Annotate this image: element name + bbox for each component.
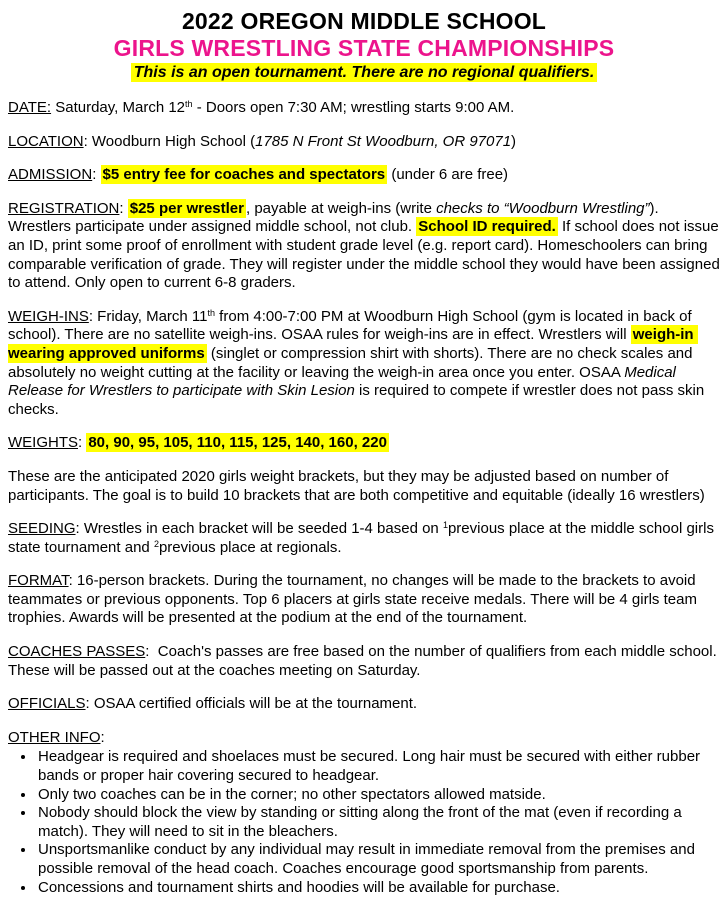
tagline-highlight: This is an open tournament. There are no regional qualifiers. <box>131 63 598 82</box>
text-run: These are the anticipated 2020 girls weight brackets, but they may be adjusted based on number of participants. The goal is to build 10 brackets that are both competitive and equitable (ideally 16 wrestlers) <box>8 467 705 504</box>
para-date <box>8 99 720 118</box>
para-location <box>8 133 720 152</box>
text-run: : <box>100 728 105 746</box>
list-item: • Only two coaches can be in the corner; no other spectators allowed matside. <box>36 786 720 805</box>
text-run: DATE: <box>8 99 52 116</box>
text-run: previous place at the middle school girls state tournament and <box>8 520 719 556</box>
text-run: : Woodburn High School ( <box>83 132 256 150</box>
para-admission <box>8 166 720 185</box>
text-run: FORMAT <box>8 572 69 590</box>
text-run: checks to “Woodburn Wrestling” <box>436 199 650 217</box>
text-run: : Coach's passes are free based on the number of qualifiers from each middle school. These will be passed out at the coaches meeting on Saturday. <box>8 643 721 679</box>
text-run: COACHES PASSES <box>8 643 146 661</box>
text-run: (under 6 are free) <box>387 166 509 184</box>
text-run: $5 entry fee for coaches and spectators <box>102 166 386 184</box>
text-run: , payable at weigh-ins (write <box>246 199 437 217</box>
para-seeding <box>8 520 720 557</box>
para-registration <box>8 199 724 293</box>
text-run: REGISTRATION <box>8 199 120 217</box>
para-other-info-heading <box>8 729 720 748</box>
para-coaches-passes <box>8 643 720 680</box>
text-run: Saturday, March 12 <box>51 99 186 116</box>
text-run: : <box>92 166 101 184</box>
text-run: OTHER INFO <box>8 728 101 746</box>
list-item: • Concessions and tournament shirts and hoodies will be available for purchase. <box>36 879 720 898</box>
text-run: 80, 90, 95, 105, 110, 115, 125, 140, 160, 220 <box>88 434 387 452</box>
text-run: ). Wrestlers participate under assigned middle school, not club. <box>8 199 663 236</box>
text-run: 2 <box>153 538 159 549</box>
text-run: 1785 N Front St Woodburn, OR 97071 <box>255 132 512 150</box>
page-subtitle: GIRLS WRESTLING STATE CHAMPIONSHIPS <box>113 35 615 61</box>
text-run: WEIGHTS <box>8 434 78 452</box>
text-run: $25 per wrestler <box>129 199 244 217</box>
text-run: Medical Release for Wrestlers to participate with Skin Lesion <box>8 363 681 400</box>
text-run: WEIGH-INS <box>8 307 89 325</box>
tagline-row <box>8 63 720 83</box>
para-format <box>8 572 720 628</box>
list-item: • Unsportsmanlike conduct by any individual may result in immediate removal from the premises and possible removal of the head coach. Coaches encourage good sportsmanship from parents. <box>36 841 720 878</box>
text-run: - Doors open 7:30 AM; wrestling starts 9:00 AM. <box>192 99 515 116</box>
text-run: weigh-in wearing approved uniforms <box>8 326 698 362</box>
text-run: (singlet or compression shirt with shorts). There are no check scales and absolutely no weight cutting at the facility or leaving the weigh-in area once you enter. OSAA <box>8 344 697 381</box>
para-weights <box>8 434 720 453</box>
text-run: : <box>119 199 128 217</box>
other-info-list <box>8 748 720 897</box>
text-run: th <box>185 99 193 109</box>
para-weights-note <box>8 468 720 505</box>
text-run: : Wrestles in each bracket will be seeded 1-4 based on <box>75 520 443 538</box>
text-run: ) <box>511 132 517 150</box>
text-run: 1 <box>442 520 448 531</box>
text-run: OFFICIALS <box>8 695 86 713</box>
para-weigh-ins <box>8 308 720 420</box>
text-run: is required to compete if wrestler does not pass skin checks. <box>8 382 709 418</box>
text-run: : <box>78 434 87 452</box>
text-run: SEEDING <box>8 520 76 538</box>
text-run: LOCATION <box>8 132 84 150</box>
para-officials <box>8 695 720 714</box>
list-item: • Headgear is required and shoelaces must be secured. Long hair must be secured with either rubber bands or proper hair covering secured to headgear. <box>36 748 720 785</box>
text-run: ADMISSION <box>8 166 93 184</box>
text-run: : OSAA certified officials will be at the tournament. <box>85 695 418 713</box>
text-run: th <box>207 307 216 318</box>
text-run: : 16-person brackets. During the tournament, no changes will be made to the brackets to avoid teammates or previous opponents. Top 6 placers at girls state receive medals. There will be 4 girls team trophies. Awards will be presented at the podium at the end of the tournament. <box>8 572 702 627</box>
text-run: School ID required. <box>418 218 556 236</box>
list-item: • Nobody should block the view by standing or sitting along the front of the mat (even if recording a match). They will need to sit in the bleachers. <box>36 804 720 841</box>
text-run: : Friday, March 11 <box>88 307 208 325</box>
text-run: from 4:00-7:00 PM at Woodburn High School (gym is located in back of school). There are no satellite weigh-ins. OSAA rules for weigh-ins are in effect. Wrestlers will <box>8 307 696 344</box>
text-run: previous place at regionals. <box>158 538 342 556</box>
page-title: 2022 OREGON MIDDLE SCHOOL <box>181 8 547 34</box>
text-run: If school does not issue an ID, print some proof of enrollment with student grade level (e.g. report card). Homeschoolers can bring comparable verification of grade. They will register under the middle school they would have been assigned to attend. Only open to current 6-8 graders. <box>8 218 724 292</box>
